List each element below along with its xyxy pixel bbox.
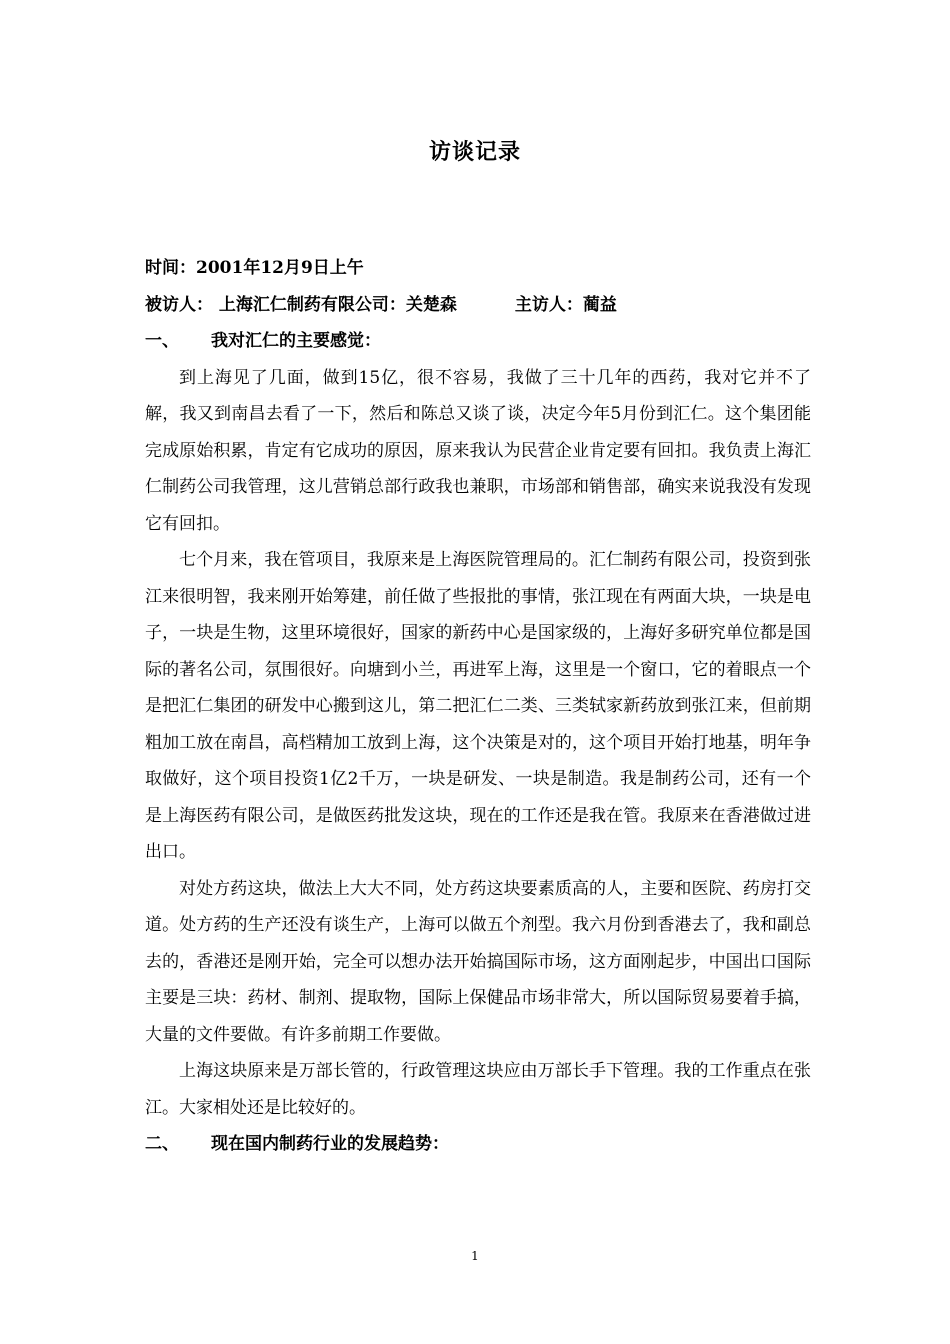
time-line: 时间：2001年12月9日上午 (145, 258, 364, 278)
document-title: 访谈记录 (428, 139, 521, 165)
interviewee-text: 被访人： 上海汇仁制药有限公司：关楚森 (145, 294, 457, 315)
section-title-2: 现在国内制药行业的发展趋势： (211, 1134, 449, 1154)
document-body (145, 250, 811, 1163)
section-heading-2 (145, 1126, 811, 1163)
participants-line (145, 287, 811, 324)
paragraph-3: 对处方药这块，做法上大大不同，处方药这块要素质高的人，主要和医院、药房打交道。处方药的生产还没有谈生产，上海可以做五个剂型。我六月份到香港去了，我和副总去的，香港还是刚开始，完全可以想办法开始搞国际市场，这方面刚起步，中国出口国际主要是三块：药材、制剂、提取物，国际上保健品市场非常大，所以国际贸易要着手搞，大量的文件要做。有许多前期工作要做。 (145, 878, 811, 1045)
page-number: 1 (471, 1249, 479, 1263)
section-title-1: 我对汇仁的主要感觉： (211, 331, 381, 351)
paragraph-1: 到上海见了几面，做到15亿，很不容易，我做了三十几年的西药，我对它并不了解，我又到南昌去看了一下，然后和陈总又谈了谈，决定今年5月份到汇仁。这个集团能完成原始积累，肯定有它成功的原因，原来我认为民营企业肯定要有回扣。我负责上海汇仁制药公司我管理，这儿营销总部行政我也兼职，市场部和销售部，确实来说我没有发现它有回扣。 (145, 367, 811, 534)
paragraph-4: 上海这块原来是万部长管的，行政管理这块应由万部长手下管理。我的工作重点在张江。大家相处还是比较好的。 (145, 1061, 811, 1118)
section-number-2: 二、 (145, 1134, 179, 1154)
paragraph-2: 七个月来，我在管项目，我原来是上海医院管理局的。汇仁制药有限公司，投资到张江来很明智，我来刚开始筹建，前任做了些报批的事情，张江现在有两面大块，一块是电子，一块是生物，这里环境很好，国家的新药中心是国家级的，上海好多研究单位都是国际的著名公司，氛围很好。向塘到小兰，再进军上海，这里是一个窗口，它的着眼点一个是把汇仁集团的研发中心搬到这儿，第二把汇仁二类、三类轼家新药放到张江来，但前期粗加工放在南昌，高档精加工放到上海，这个决策是对的，这个项目开始打地基，明年争取做好，这个项目投资1亿2千万，一块是研发、一块是制造。我是制药公司，还有一个是上海医药有限公司，是做医药批发这块，现在的工作还是我在管。我原来在香港做过进出口。 (145, 550, 811, 862)
interviewer-text: 主访人：蔺益 (514, 294, 617, 315)
section-number-1: 一、 (145, 331, 179, 351)
section-heading-1 (145, 323, 811, 360)
